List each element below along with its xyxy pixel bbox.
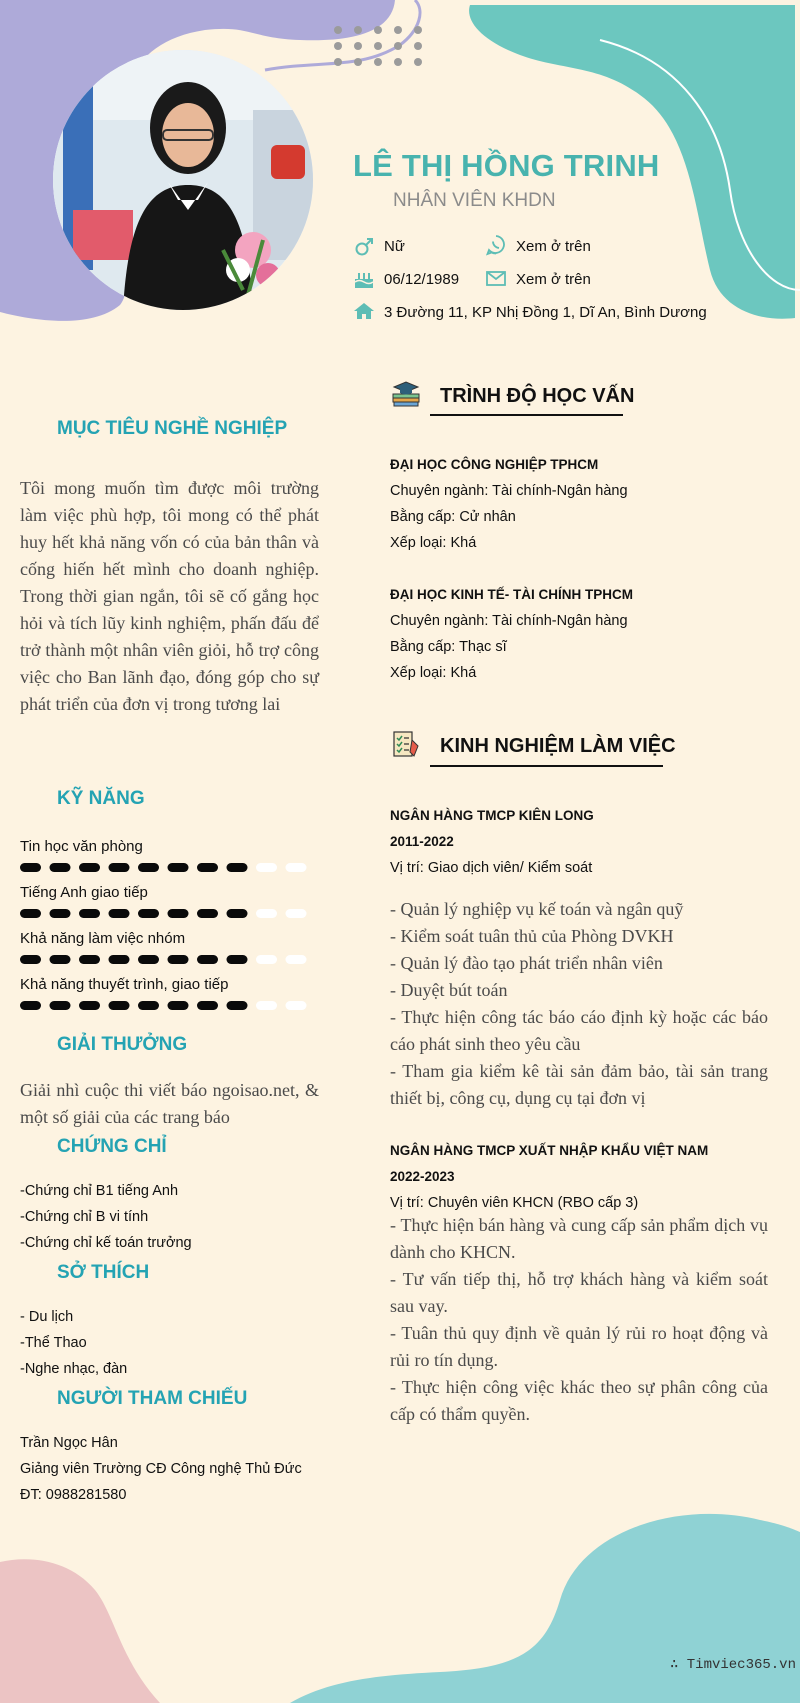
experience-heading: KINH NGHIỆM LÀM VIỆC (440, 735, 676, 757)
duty-item: - Duyệt bút toán (390, 980, 508, 1000)
skill-dash-filled (197, 955, 218, 964)
education-school-2 (390, 582, 633, 686)
skill-dash-filled (197, 1001, 218, 1010)
skill-dash-empty (256, 909, 277, 918)
skill-dash-filled (227, 955, 248, 964)
decor-dot (354, 26, 362, 34)
list-item: -Chứng chỉ kế toán trưởng (20, 1235, 192, 1251)
list-item: ĐT: 0988281580 (20, 1487, 127, 1503)
awards-heading: GIẢI THƯỞNG (57, 1034, 188, 1055)
skill-dash-empty (286, 863, 307, 872)
skill-dash-filled (20, 1001, 41, 1010)
skill-dash-filled (227, 863, 248, 872)
decor-dot (334, 58, 342, 66)
skill-dash-filled (168, 955, 189, 964)
education-underline (430, 414, 623, 416)
profile-photo (53, 50, 313, 310)
list-item: Trần Ngọc Hân (20, 1435, 118, 1451)
teal-blob-bottom (290, 1514, 800, 1703)
decor-dot (414, 26, 422, 34)
whatsapp-icon (485, 234, 507, 256)
education-heading: TRÌNH ĐỘ HỌC VẤN (440, 385, 635, 407)
skill-label: Khả năng làm việc nhóm (20, 930, 186, 947)
skill-dash-filled (227, 1001, 248, 1010)
job-1-duties (390, 896, 768, 1112)
duty-item: - Thực hiện công tác báo cáo định kỳ hoặc các báo cáo phát sinh theo yêu cầu (390, 1007, 768, 1054)
birthdate-value: 06/12/1989 (384, 271, 460, 288)
skill-label: Tin học văn phòng (20, 838, 143, 855)
home-icon (353, 300, 375, 322)
school-major: Chuyên ngành: Tài chính-Ngân hàng (390, 483, 628, 499)
decor-dot (414, 58, 422, 66)
list-item: - Du lịch (20, 1309, 74, 1325)
address-value: 3 Đường 11, KP Nhị Đồng 1, Dĩ An, Bình Dương (384, 304, 707, 321)
objective-text: Tôi mong muốn tìm được môi trường làm việc phù hợp, tôi mong có thể phát huy hết khả năng vốn có của bản thân và cống hiến hết mình cho doanh nghiệp. Trong thời gian ngắn, tôi sẽ cố gắng học hỏi và tích lũy kinh nghiệm, phấn đấu để trở thành một nhân viên giỏi, hỗ trợ công việc cho Ban lãnh đạo, đóng góp cho sự phát triển của đơn vị trong tương lai (20, 478, 319, 714)
watermark: ∴ Timviec365.vn (669, 1657, 796, 1673)
skill-level-bar (20, 908, 320, 920)
skill-level-bar (20, 954, 320, 966)
skill-level-bar (20, 1000, 320, 1012)
decor-dot (374, 42, 382, 50)
list-item: Giảng viên Trường CĐ Công nghệ Thủ Đức (20, 1461, 302, 1477)
duty-item: - Tuân thủ quy định về quản lý rủi ro hoạt động và rủi ro tín dụng. (390, 1323, 768, 1370)
portrait-illustration (53, 50, 313, 310)
skill-dash-filled (20, 955, 41, 964)
references-list (20, 1430, 302, 1508)
decor-dot (374, 58, 382, 66)
skill-dash-filled (168, 863, 189, 872)
job-1-header (390, 803, 594, 881)
list-item: -Chứng chỉ B vi tính (20, 1209, 149, 1225)
certificates-list (20, 1178, 192, 1256)
job-position: Vị trí: Giao dịch viên/ Kiểm soát (390, 860, 593, 876)
skill-level-bar (20, 862, 320, 874)
skill-dash-filled (138, 863, 159, 872)
skill-dash-filled (168, 1001, 189, 1010)
duty-item: - Thực hiện công việc khác theo sự phân công của cấp có thẩm quyền. (390, 1377, 768, 1424)
decor-dot (394, 58, 402, 66)
job-company: NGÂN HÀNG TMCP KIÊN LONG (390, 808, 594, 823)
job-period: 2011-2022 (390, 834, 454, 849)
email-value: Xem ở trên (516, 271, 591, 288)
school-degree: Bằng cấp: Cử nhân (390, 509, 516, 525)
duty-item: - Quản lý đào tạo phát triển nhân viên (390, 953, 663, 973)
experience-underline (430, 765, 663, 767)
decor-dot (394, 42, 402, 50)
list-item: -Nghe nhạc, đàn (20, 1361, 128, 1377)
skills-heading: KỸ NĂNG (57, 788, 145, 809)
awards-text: Giải nhì cuộc thi viết báo ngoisao.net, & một số giải của các trang báo (20, 1080, 319, 1127)
skill-dash-filled (168, 909, 189, 918)
job-company: NGÂN HÀNG TMCP XUẤT NHẬP KHẨU VIỆT NAM (390, 1143, 709, 1158)
skill-dash-empty (256, 1001, 277, 1010)
skill-dash-filled (79, 863, 100, 872)
school-major: Chuyên ngành: Tài chính-Ngân hàng (390, 613, 628, 629)
skill-dash-filled (109, 955, 130, 964)
skill-dash-filled (109, 1001, 130, 1010)
skill-dash-filled (227, 909, 248, 918)
skill-dash-filled (50, 909, 71, 918)
pink-blob-bottom (0, 1559, 160, 1703)
skill-label: Tiếng Anh giao tiếp (20, 884, 148, 901)
work-checklist-icon (390, 728, 422, 760)
education-school-1 (390, 452, 628, 556)
duty-item: - Kiểm soát tuân thủ của Phòng DVKH (390, 926, 674, 946)
hobbies-list (20, 1304, 127, 1382)
certificates-heading: CHỨNG CHỈ (57, 1136, 167, 1157)
graduation-books-icon (390, 378, 422, 410)
decor-dot (414, 42, 422, 50)
school-rank: Xếp loại: Khá (390, 535, 477, 551)
skill-dash-filled (109, 863, 130, 872)
skill-dash-filled (138, 955, 159, 964)
job-period: 2022-2023 (390, 1169, 455, 1184)
skill-dash-filled (50, 863, 71, 872)
skill-dash-filled (50, 955, 71, 964)
duty-item: - Tư vấn tiếp thị, hỗ trợ khách hàng và kiểm soát sau vay. (390, 1269, 768, 1316)
skill-label: Khả năng thuyết trình, giao tiếp (20, 976, 229, 993)
school-degree: Bằng cấp: Thạc sĩ (390, 639, 507, 655)
phone-value: Xem ở trên (516, 238, 591, 255)
job-2-duties (390, 1212, 768, 1428)
candidate-name: LÊ THỊ HỒNG TRINH (353, 148, 660, 183)
email-envelope-icon (485, 267, 507, 289)
candidate-title: NHÂN VIÊN KHDN (393, 190, 556, 211)
skill-dash-filled (50, 1001, 71, 1010)
decor-dot (334, 42, 342, 50)
job-2-header (390, 1138, 708, 1216)
birthday-cake-icon (353, 268, 375, 290)
skill-dash-filled (79, 909, 100, 918)
skill-dash-filled (79, 955, 100, 964)
skill-dash-empty (256, 863, 277, 872)
skill-dash-filled (20, 909, 41, 918)
list-item: -Thể Thao (20, 1335, 87, 1351)
skill-dash-filled (79, 1001, 100, 1010)
duty-item: - Thực hiện bán hàng và cung cấp sản phẩm dịch vụ dành cho KHCN. (390, 1215, 768, 1262)
skill-dash-filled (109, 909, 130, 918)
decor-dot (354, 58, 362, 66)
duty-item: - Tham gia kiểm kê tài sản đảm bảo, tài sản trang thiết bị, công cụ, dụng cụ tại đơn vị (390, 1061, 768, 1108)
hobbies-heading: SỞ THÍCH (57, 1262, 150, 1283)
skill-dash-empty (286, 1001, 307, 1010)
skill-dash-empty (286, 909, 307, 918)
skill-dash-filled (197, 863, 218, 872)
skill-dash-filled (138, 1001, 159, 1010)
skill-dash-empty (286, 955, 307, 964)
skill-dash-filled (20, 863, 41, 872)
decor-dot (374, 26, 382, 34)
school-name: ĐẠI HỌC KINH TẾ- TÀI CHÍNH TPHCM (390, 587, 633, 602)
decor-dot (334, 26, 342, 34)
objective-heading: MỤC TIÊU NGHỀ NGHIỆP (57, 418, 288, 439)
school-name: ĐẠI HỌC CÔNG NGHIỆP TPHCM (390, 457, 599, 472)
decor-dot (394, 26, 402, 34)
job-position: Vị trí: Chuyên viên KHCN (RBO cấp 3) (390, 1195, 639, 1211)
skill-dash-filled (138, 909, 159, 918)
gender-icon (353, 236, 375, 258)
duty-item: - Quản lý nghiệp vụ kế toán và ngân quỹ (390, 899, 684, 919)
skill-dash-filled (197, 909, 218, 918)
references-heading: NGƯỜI THAM CHIẾU (57, 1388, 248, 1409)
gender-value: Nữ (384, 238, 405, 255)
list-item: -Chứng chỉ B1 tiếng Anh (20, 1183, 179, 1199)
school-rank: Xếp loại: Khá (390, 665, 477, 681)
decor-dot (354, 42, 362, 50)
skill-dash-empty (256, 955, 277, 964)
